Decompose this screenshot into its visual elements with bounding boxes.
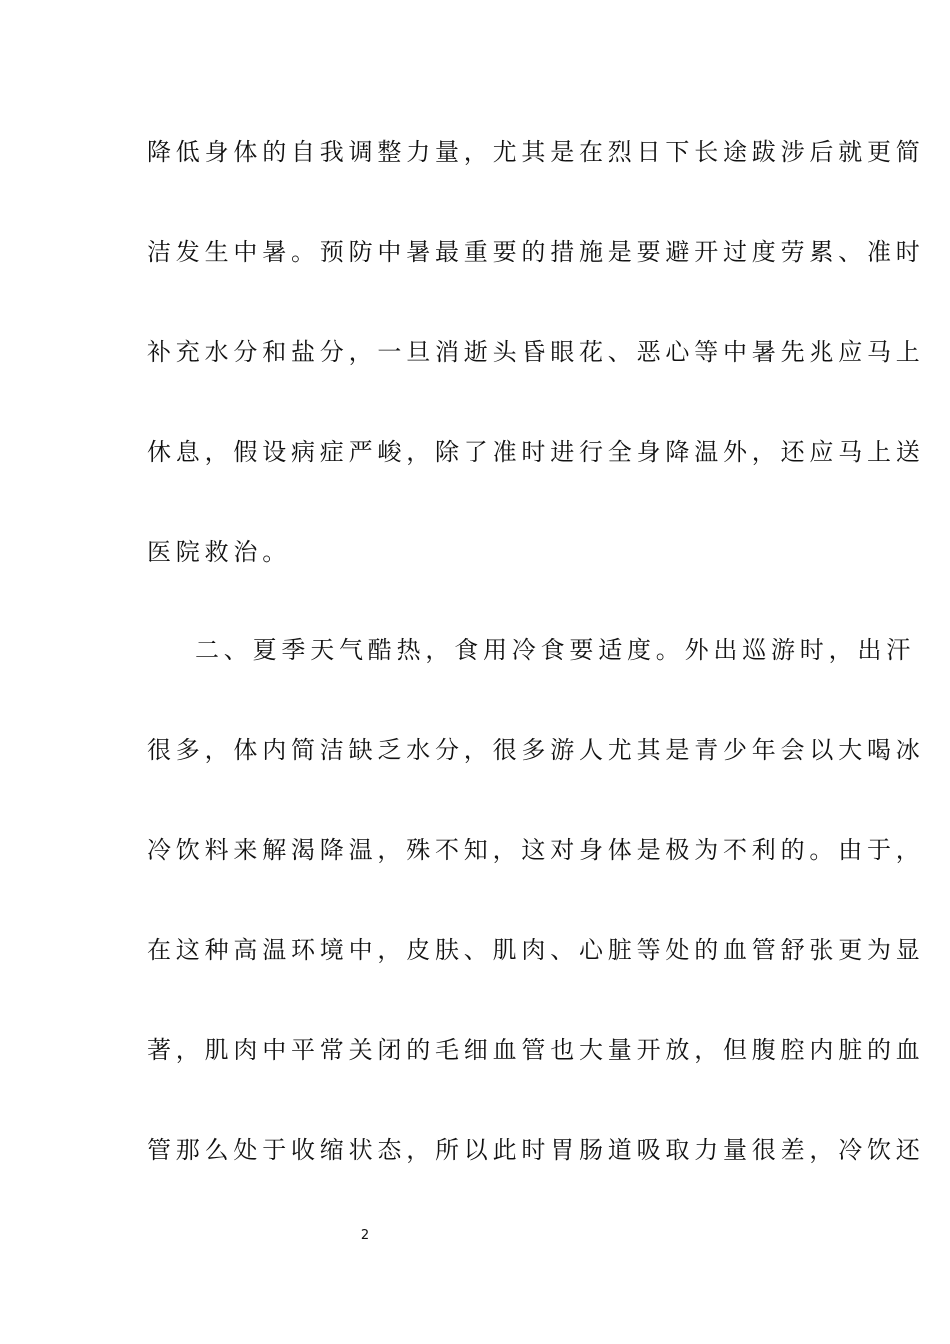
text-line: 洁发生中暑。预防中暑最重要的措施是要避开过度劳累、准时 — [147, 238, 925, 266]
text-line: 补充水分和盐分，一旦消逝头昏眼花、恶心等中暑先兆应马上 — [147, 338, 925, 366]
text-line: 著，肌肉中平常关闭的毛细血管也大量开放，但腹腔内脏的血 — [147, 1036, 925, 1064]
text-line: 医院救治。 — [147, 538, 291, 566]
text-line: 在这种高温环境中，皮肤、肌肉、心脏等处的血管舒张更为显 — [147, 936, 925, 964]
text-line: 降低身体的自我调整力量，尤其是在烈日下长途跋涉后就更简 — [147, 138, 925, 166]
text-line: 很多，体内简洁缺乏水分，很多游人尤其是青少年会以大喝冰 — [147, 736, 925, 764]
page-number: 2 — [360, 1228, 370, 1243]
text-line: 冷饮料来解渴降温，殊不知，这对身体是极为不利的。由于， — [147, 836, 925, 864]
paragraph-first-line: 二、夏季天气酷热，食用冷食要适度。外出巡游时，出汗 — [195, 636, 915, 664]
text-line: 休息，假设病症严峻，除了准时进行全身降温外，还应马上送 — [147, 438, 925, 466]
text-line: 管那么处于收缩状态，所以此时胃肠道吸取力量很差，冷饮还 — [147, 1136, 925, 1164]
